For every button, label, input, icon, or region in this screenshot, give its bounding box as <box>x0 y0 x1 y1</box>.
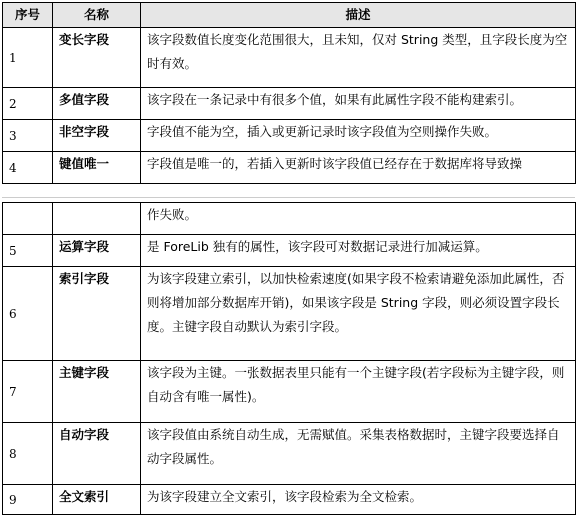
row-name: 变长字段 <box>53 28 141 88</box>
table-row <box>3 28 576 88</box>
field-table-part1 <box>2 2 576 184</box>
row-name: 非空字段 <box>53 120 141 152</box>
row-desc: 为该字段建立索引，以加快检索速度(如果字段不检索请避免添加此属性，否则将增加部分数据库开销)，如果该字段是 String 字段，则必须设置字段长度。主键字段自动默认为索引字段。 <box>141 267 576 361</box>
row-num: 6 <box>3 267 53 361</box>
row-num: 9 <box>3 485 53 515</box>
row-num: 4 <box>3 152 53 184</box>
row-num: 5 <box>3 235 53 267</box>
row-name: 多值字段 <box>53 88 141 120</box>
table-row <box>3 152 576 184</box>
row-desc: 该字段为主键。一张数据表里只能有一个主键字段(若字段标为主键字段，则自动含有唯一属性)。 <box>141 361 576 423</box>
header-seq: 序号 <box>3 3 53 28</box>
row-name: 自动字段 <box>53 423 141 485</box>
row-name: 全文索引 <box>53 485 141 515</box>
table-row <box>3 120 576 152</box>
row-num: 7 <box>3 361 53 423</box>
row-num <box>3 203 53 235</box>
row-name: 运算字段 <box>53 235 141 267</box>
row-desc: 该字段数值长度变化范围很大，且未知，仅对 String 类型，且字段长度为空时有效。 <box>141 28 576 88</box>
row-desc: 该字段在一条记录中有很多个值，如果有此属性字段不能构建索引。 <box>141 88 576 120</box>
field-table-part2 <box>2 202 576 515</box>
page-break-line <box>2 197 575 198</box>
table-row <box>3 485 576 515</box>
table-header-row <box>3 3 576 28</box>
row-name: 键值唯一 <box>53 152 141 184</box>
row-num: 8 <box>3 423 53 485</box>
row-desc: 是 ForeLib 独有的属性，该字段可对数据记录进行加减运算。 <box>141 235 576 267</box>
row-num: 3 <box>3 120 53 152</box>
header-desc: 描述 <box>141 3 576 28</box>
row-num: 1 <box>3 28 53 88</box>
row-desc: 为该字段建立全文索引，该字段检索为全文检索。 <box>141 485 576 515</box>
table-row <box>3 361 576 423</box>
header-name: 名称 <box>53 3 141 28</box>
row-name: 索引字段 <box>53 267 141 361</box>
table-row <box>3 267 576 361</box>
row-name: 主键字段 <box>53 361 141 423</box>
row-desc: 该字段值由系统自动生成，无需赋值。采集表格数据时，主键字段要选择自动字段属性。 <box>141 423 576 485</box>
table-row <box>3 235 576 267</box>
row-desc: 字段值是唯一的，若插入更新时该字段值已经存在于数据库将导致操 <box>141 152 576 184</box>
row-name <box>53 203 141 235</box>
row-num: 2 <box>3 88 53 120</box>
table-row <box>3 88 576 120</box>
row-desc: 字段值不能为空，插入或更新记录时该字段值为空则操作失败。 <box>141 120 576 152</box>
row-desc: 作失败。 <box>141 203 576 235</box>
table-row <box>3 423 576 485</box>
table-row <box>3 203 576 235</box>
